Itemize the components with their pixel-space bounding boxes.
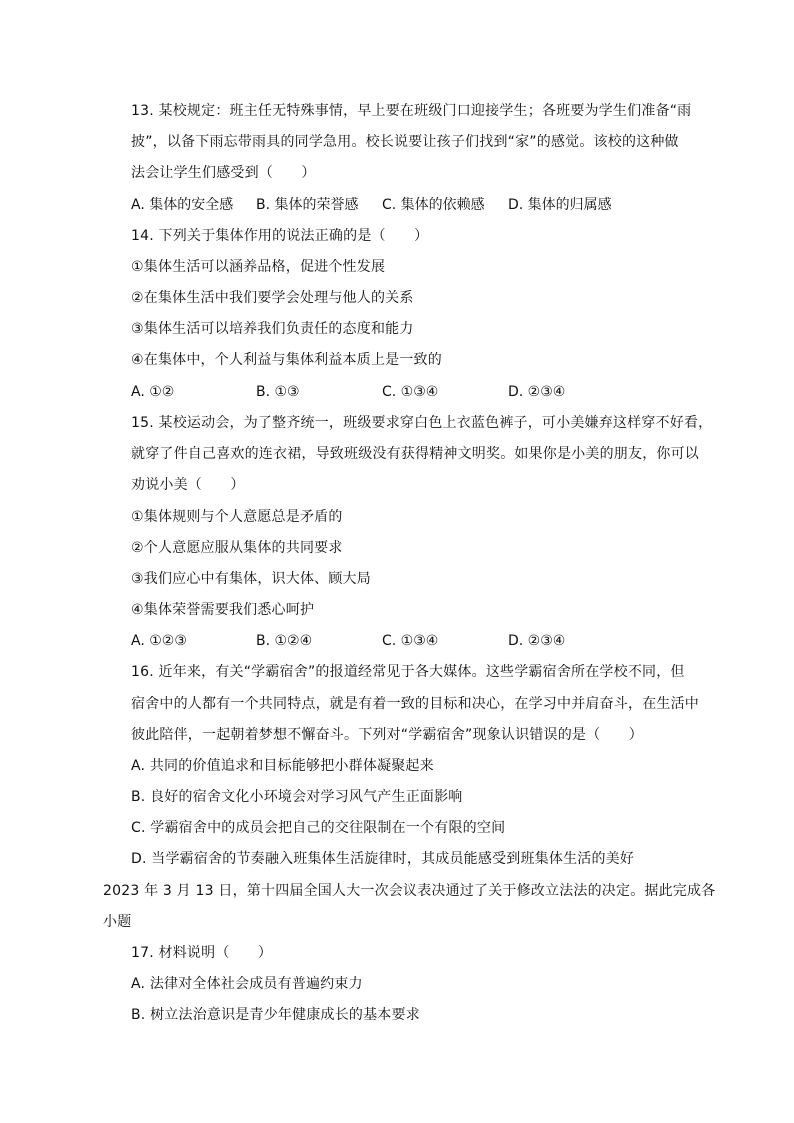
q16-option-d: D. 当学霸宿舍的节奏融入班集体生活旋律时，其成员能感受到班集体生活的美好 — [131, 851, 635, 867]
q15-item-4: ④集体荣誉需要我们悉心呵护 — [131, 602, 315, 618]
q15-item-3: ③我们应心中有集体，识大体、顾大局 — [131, 571, 371, 587]
q16-stem-line-1: 16. 近年来，有关“学霸宿舍”的报道经常见于各大媒体。这些学霸宿舍所在学校不同，但 — [131, 664, 685, 680]
q15-option-b: B. ①②④ — [256, 633, 313, 649]
q15-stem-line-1: 15. 某校运动会，为了整齐统一，班级要求穿白色上衣蓝色裤子，可小美嫌弃这样穿不好看， — [131, 415, 713, 431]
material-line-2: 小题 — [103, 914, 132, 930]
q16-stem-line-3: 彼此陪伴，一起朝着梦想不懈奋斗。下列对“学霸宿舍”现象认识错误的是（ ） — [131, 727, 643, 743]
q17-option-b: B. 树立法治意识是青少年健康成长的基本要求 — [131, 1007, 420, 1023]
q14-item-4: ④在集体中，个人利益与集体利益本质上是一致的 — [131, 352, 442, 368]
q17-stem: 17. 材料说明（ ） — [131, 945, 273, 961]
q14-option-b: B. ①③ — [256, 384, 300, 400]
q14-option-a: A. ①② — [131, 384, 175, 400]
q13-option-c: C. 集体的依赖感 — [382, 197, 485, 213]
q14-item-2: ②在集体生活中我们要学会处理与他人的关系 — [131, 290, 414, 306]
q15-option-a: A. ①②③ — [131, 633, 187, 649]
q13-option-b: B. 集体的荣誉感 — [256, 197, 359, 213]
q15-option-d: D. ②③④ — [508, 633, 566, 649]
q16-option-c: C. 学霸宿舍中的成员会把自己的交往限制在一个有限的空间 — [131, 820, 506, 836]
q13-option-d: D. 集体的归属感 — [508, 197, 612, 213]
q14-stem: 14. 下列关于集体作用的说法正确的是（ ） — [131, 228, 429, 244]
q15-stem-line-3: 劝说小美（ ） — [131, 477, 245, 493]
q15-item-1: ①集体规则与个人意愿总是矛盾的 — [131, 509, 343, 525]
q13-stem-line-2: 披”，以备下雨忘带雨具的同学急用。校长说要让孩子们找到“家”的感觉。该校的这种做 — [131, 134, 679, 150]
q17-option-a: A. 法律对全体社会成员有普遍约束力 — [131, 976, 363, 992]
q16-option-a: A. 共同的价值追求和目标能够把小群体凝聚起来 — [131, 758, 434, 774]
q13-stem-line-1: 13. 某校规定：班主任无特殊事情，早上要在班级门口迎接学生；各班要为学生们准备“雨 — [131, 103, 692, 119]
q16-stem-line-2: 宿舍中的人都有一个共同特点，就是有着一致的目标和决心，在学习中并肩奋斗，在生活中 — [131, 696, 699, 712]
q14-item-3: ③集体生活可以培养我们负责任的态度和能力 — [131, 321, 414, 337]
q14-item-1: ①集体生活可以涵养品格，促进个性发展 — [131, 259, 386, 275]
q13-option-a: A. 集体的安全感 — [131, 197, 234, 213]
material-line-1: 2023 年 3 月 13 日，第十四届全国人大一次会议表决通过了关于修改立法法的决定。据此完成各 — [103, 883, 716, 899]
q15-option-c: C. ①③④ — [382, 633, 439, 649]
q14-option-c: C. ①③④ — [382, 384, 439, 400]
q15-stem-line-2: 就穿了件自己喜欢的连衣裙，导致班级没有获得精神文明奖。如果你是小美的朋友，你可以 — [131, 446, 699, 462]
q13-stem-line-3: 法会让学生们感受到（ ） — [131, 165, 316, 181]
q14-option-d: D. ②③④ — [508, 384, 566, 400]
q16-option-b: B. 良好的宿舍文化小环境会对学习风气产生正面影响 — [131, 789, 463, 805]
q15-item-2: ②个人意愿应服从集体的共同要求 — [131, 540, 343, 556]
